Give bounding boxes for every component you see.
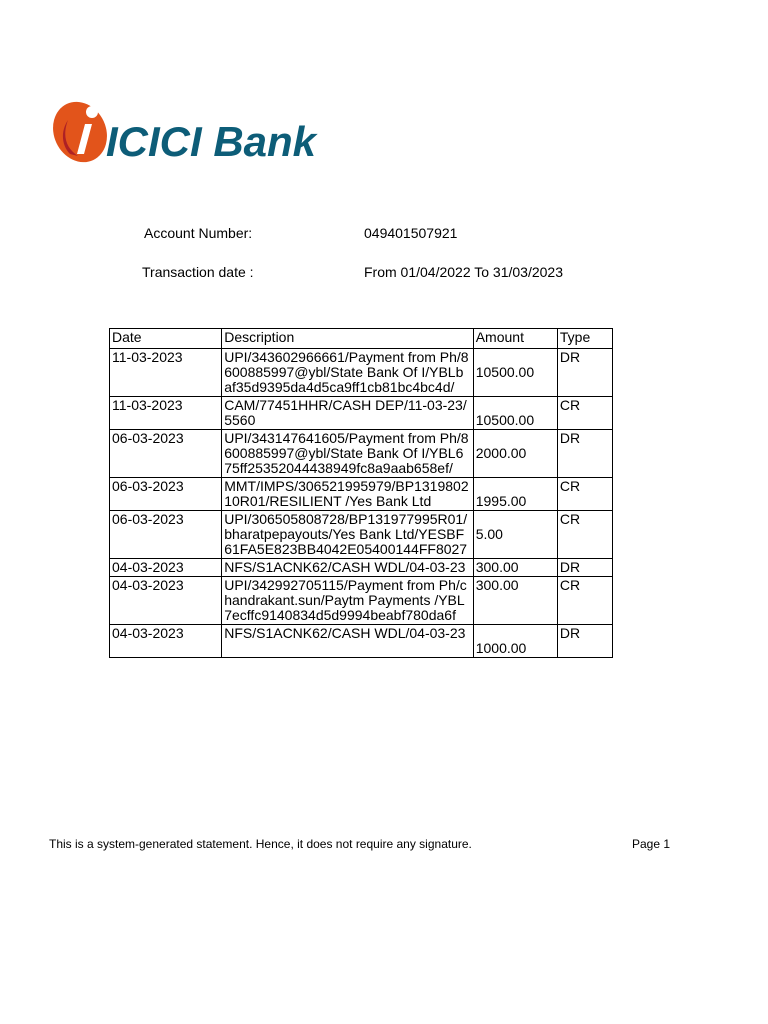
amount-value: 2000.00 (475, 445, 527, 461)
cell-type: DR (557, 559, 612, 577)
amount-value: 10500.00 (475, 412, 535, 428)
amount-value: 300.00 (475, 559, 519, 575)
table-row (110, 478, 613, 511)
amount-value: 300.00 (475, 577, 519, 593)
table-row (110, 559, 613, 577)
transactions-table (109, 328, 613, 658)
cell-amount (473, 559, 557, 577)
cell-date: 06-03-2023 (110, 430, 222, 478)
amount-value: 5.00 (475, 526, 503, 542)
footer-note: This is a system-generated statement. Hence, it does not require any signature. (49, 837, 472, 851)
amount-value: 1000.00 (475, 640, 527, 656)
icici-bank-logo (48, 96, 378, 166)
cell-date: 06-03-2023 (110, 511, 222, 559)
cell-description: UPI/306505808728/BP131977995R01/bharatpepayouts/Yes Bank Ltd/YESBF61FA5E823BB4042E05400144FF8027 (222, 511, 474, 559)
table-row (110, 397, 613, 430)
cell-type: DR (557, 430, 612, 478)
cell-description: UPI/343602966661/Payment from Ph/8600885997@ybl/State Bank Of I/YBLbaf35d9395da4d5ca9ff1cb81bc4bc4d/ (222, 349, 474, 397)
cell-amount (473, 397, 557, 430)
table-row (110, 577, 613, 625)
cell-type: CR (557, 577, 612, 625)
logo-text: ICICI Bank (106, 118, 317, 165)
cell-amount (473, 511, 557, 559)
header-description: Description (222, 329, 474, 349)
header-date: Date (110, 329, 222, 349)
table-row (110, 349, 613, 397)
amount-value: 10500.00 (475, 364, 535, 380)
cell-date: 11-03-2023 (110, 397, 222, 430)
cell-date: 06-03-2023 (110, 478, 222, 511)
icici-bank-logo-icon (48, 96, 378, 166)
cell-amount (473, 430, 557, 478)
table-row (110, 625, 613, 658)
amount-value: 1995.00 (475, 493, 527, 509)
table-header-row (110, 329, 613, 349)
cell-description: CAM/77451HHR/CASH DEP/11-03-23/5560 (222, 397, 474, 430)
cell-amount (473, 349, 557, 397)
cell-type: DR (557, 349, 612, 397)
cell-type: CR (557, 478, 612, 511)
cell-type: DR (557, 625, 612, 658)
account-number-label: Account Number: (144, 225, 253, 241)
transactions-body (110, 349, 613, 658)
cell-description: MMT/IMPS/306521995979/BP131980210R01/RESILIENT /Yes Bank Ltd (222, 478, 474, 511)
cell-type: CR (557, 511, 612, 559)
cell-date: 11-03-2023 (110, 349, 222, 397)
cell-date: 04-03-2023 (110, 625, 222, 658)
cell-amount (473, 478, 557, 511)
header-type: Type (557, 329, 612, 349)
transaction-date-label: Transaction date : (142, 264, 254, 280)
cell-description: UPI/343147641605/Payment from Ph/8600885997@ybl/State Bank Of I/YBL675ff25352044438949fc8a9aab658ef/ (222, 430, 474, 478)
cell-description: NFS/S1ACNK62/CASH WDL/04-03-23 (222, 559, 474, 577)
cell-type: CR (557, 397, 612, 430)
transaction-date-value: From 01/04/2022 To 31/03/2023 (364, 264, 564, 280)
page-number: Page 1 (632, 837, 671, 851)
cell-amount (473, 577, 557, 625)
cell-description: UPI/342992705115/Payment from Ph/chandrakant.sun/Paytm Payments /YBL7ecffc9140834d5d9994beabf780da6f (222, 577, 474, 625)
cell-date: 04-03-2023 (110, 559, 222, 577)
cell-date: 04-03-2023 (110, 577, 222, 625)
cell-description: NFS/S1ACNK62/CASH WDL/04-03-23 (222, 625, 474, 658)
account-number-value: 049401507921 (364, 225, 458, 241)
header-amount: Amount (473, 329, 557, 349)
cell-amount (473, 625, 557, 658)
table-row (110, 511, 613, 559)
table-row (110, 430, 613, 478)
